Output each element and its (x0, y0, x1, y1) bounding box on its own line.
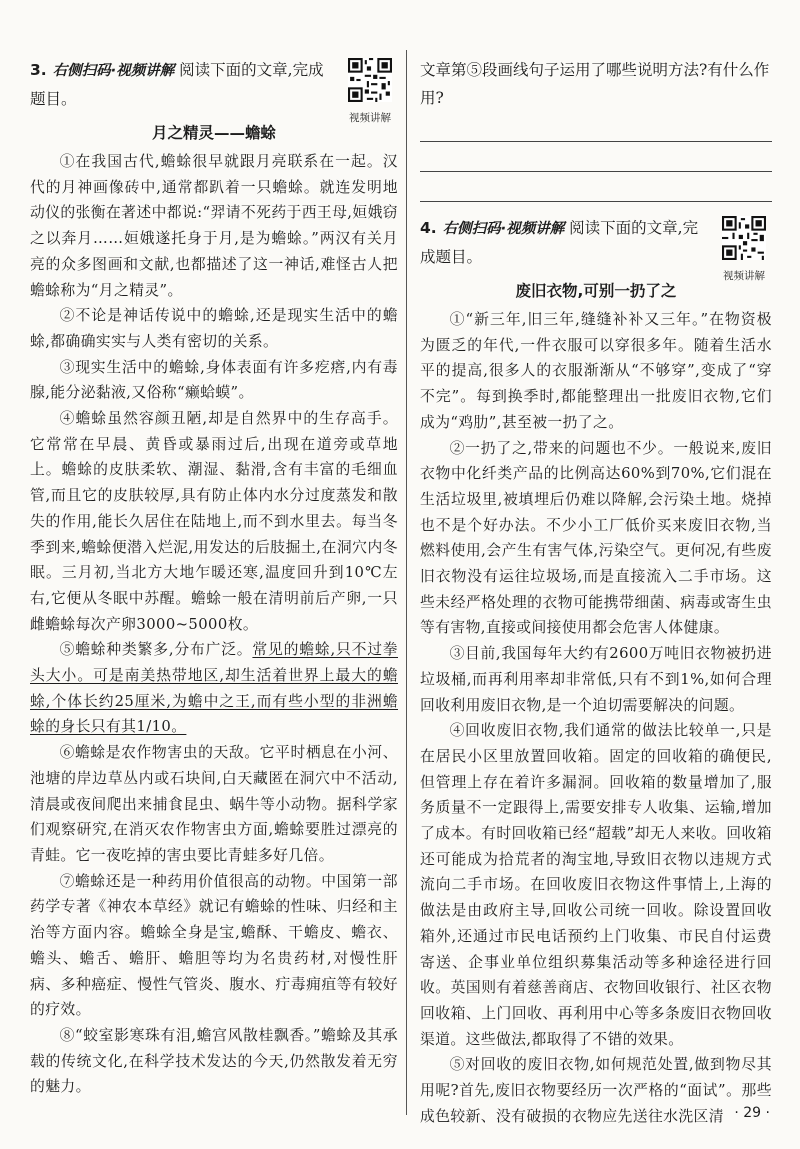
paragraph: ①“新三年,旧三年,缝缝补补又三年。”在物资极为匮乏的年代,一件衣服可以穿很多年。随着生活水平的提高,很多人的衣服渐渐从“不够穿”,变成了“穿不完”。每到换季时,都能整理出一批废旧衣物,它们成为“鸡肋”,甚至被一扔了之。 (420, 311, 772, 431)
underlined-sentence: 常见的蟾蜍,只不过拳头大小。可是南美热带地区,却生活着世界上最大的蟾蜍,个体长约25厘米,为蟾中之王,而有些小型的非洲蟾蜍的身长只有其1/10。 (30, 641, 398, 736)
question-3-header (30, 56, 398, 124)
paragraph: ⑤对回收的废旧衣物,如何规范处置,做到物尽其用呢?首先,废旧衣物要经历一次严格的“面试”。那些成色较新、没有破损的衣物应先送往水洗区清 (420, 1056, 772, 1125)
qr-caption: 视频讲解 (349, 112, 391, 124)
question-tag: 右侧扫码·视频讲解 (442, 221, 565, 237)
qr-code-block[interactable] (342, 56, 398, 132)
paragraph: ④回收废旧衣物,我们通常的做法比较单一,只是在居民小区里放置回收箱。固定的回收箱的确便民,但管理上存在着许多漏洞。回收箱的数量增加了,服务质量不一定跟得上,需要安排专人收集、运输,增加了成本。有时回收箱已经“超载”却无人来收。回收箱还可能成为拾荒者的淘宝地,导致旧衣物以违规方式流向二手市场。在回收废旧衣物这件事情上,上海的做法是由政府主导,回收公司统一回收。除设置回收箱外,还通过市民电话预约上门收集、市民自付运费寄送、企事业单位组织募集活动等多种途径进行回收。英国则有着慈善商店、衣物回收银行、社区衣物回收箱、上门回收、再利用中心等多条废旧衣物回收渠道。这些做法,都取得了不错的效果。 (420, 722, 772, 1048)
question-3 (30, 56, 398, 1100)
paragraph: ③现实生活中的蟾蜍,身体表面有许多疙瘩,内有毒腺,能分泌黏液,又俗称“癞蛤蟆”。 (30, 358, 398, 402)
qr-code-block[interactable] (716, 214, 772, 290)
article-title: 月之精灵——蟾蜍 (151, 124, 276, 142)
answer-line[interactable] (420, 142, 772, 172)
paragraph: ③目前,我国每年大约有2600万吨旧衣物被扔进垃圾桶,而再利用率却非常低,只有不到1%,如何合理回收利用废旧衣物,是一个迫切需要解决的问题。 (420, 645, 772, 714)
paragraph: ⑥蟾蜍是农作物害虫的天敌。它平时栖息在小河、池塘的岸边草丛内或石块间,白天藏匿在洞穴中不活动,清晨或夜间爬出来捕食昆虫、蜗牛等小动物。据科学家们观察研究,在消灭农作物害虫方面,蟾蜍要胜过漂亮的青蛙。它一夜吃掉的害虫要比青蛙多好几倍。 (30, 744, 398, 864)
paragraph: ⑦蟾蜍还是一种药用价值很高的动物。中国第一部药学专著《神农本草经》就记有蟾蜍的性味、归经和主治等方面内容。蟾蜍全身是宝,蟾酥、干蟾皮、蟾衣、蟾头、蟾舌、蟾肝、蟾胆等均为名贵药材,对慢性肝病、多种癌症、慢性气管炎、腹水、疔毒痈疽等有较好的疗效。 (30, 872, 398, 1019)
question-tag: 右侧扫码·视频讲解 (52, 63, 175, 79)
paragraph: ①在我国古代,蟾蜍很早就跟月亮联系在一起。汉代的月神画像砖中,通常都趴着一只蟾蜍。就连发明地动仪的张衡在著述中都说:“羿请不死药于西王母,姮娥窃之以奔月……姮娥遂托身于月,是为蟾蜍。”两汉有关月亮的众多图画和文献,也都描述了这一神话,难怪古人把蟾蜍称为“月之精灵”。 (30, 153, 398, 299)
question-number: 4. (420, 219, 437, 237)
qr-code-icon[interactable] (722, 216, 766, 260)
paragraph: ②一扔了之,带来的问题也不少。一般说来,废旧衣物中化纤类产品的比例高达60%到70%,它们混在生活垃圾里,被填埋后仍难以降解,会污染土地。烧掉也不是个好办法。不少小工厂低价买来废旧衣物,当燃料使用,会产生有害气体,污染空气。更何况,有些废旧衣物没有运往垃圾场,而是直接流入二手市场。这些未经严格处理的衣物可能携带细菌、病毒或寄生虫等有害物,直接或间接使用都会危害人体健康。 (420, 439, 772, 637)
question-number: 3. (30, 61, 47, 79)
right-column (420, 56, 772, 1130)
paragraph: ④蟾蜍虽然容颜丑陋,却是自然界中的生存高手。它常常在早晨、黄昏或暴雨过后,出现在道旁或草地上。蟾蜍的皮肤柔软、潮湿、黏滑,含有丰富的毛细血管,而且它的皮肤较厚,具有防止体内水分过度蒸发和散失的作用,能长久居住在陆地上,而不到水里去。每当冬季到来,蟾蜍便潜入烂泥,用发达的后肢掘土,在洞穴内冬眠。三月初,当北方大地乍暖还寒,温度回升到10℃左右,它便从冬眠中苏醒。蟾蜍一般在清明前后产卵,一只雌蟾蜍每次产卵3000~5000枚。 (30, 410, 398, 633)
question-3-prompt: 文章第⑤段画线句子运用了哪些说明方法?有什么作用? (420, 61, 770, 107)
paragraph: ⑧“蛟室影寒珠有泪,蟾宫风散桂飘香。”蟾蜍及其承载的传统文化,在科学技术发达的今天,仍然散发着无穷的魅力。 (30, 1026, 398, 1096)
question-instruction: 阅读下面的文章,完成题目。 (420, 219, 699, 266)
question-4-header (420, 214, 772, 282)
paragraph: ②不论是神话传说中的蟾蜍,还是现实生活中的蟾蜍,都确确实实与人类有密切的关系。 (30, 307, 398, 350)
paragraph-5-start: ⑤蟾蜍种类繁多,分布广泛。 (59, 641, 253, 659)
answer-line[interactable] (420, 112, 772, 142)
answer-line[interactable] (420, 172, 772, 202)
article-title: 废旧衣物,可别一扔了之 (515, 282, 677, 300)
paragraph-5 (30, 637, 398, 740)
page-number: · 29 · (734, 1105, 770, 1121)
qr-code-icon[interactable] (348, 58, 392, 102)
qr-caption: 视频讲解 (723, 270, 765, 282)
column-divider (406, 50, 407, 1115)
question-instruction: 阅读下面的文章,完成题目。 (30, 61, 324, 108)
